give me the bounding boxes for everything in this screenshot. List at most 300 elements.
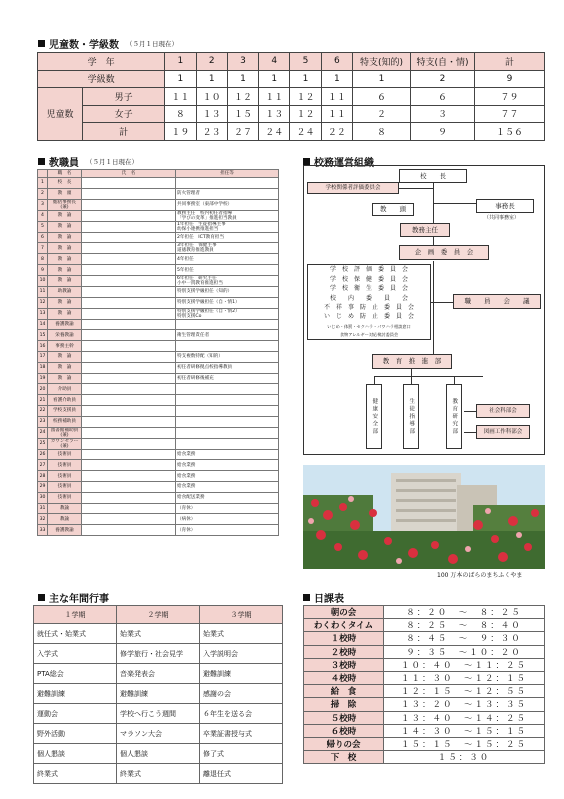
table-cell (176, 416, 279, 427)
table-cell (176, 405, 279, 416)
table-cell: 3 (38, 199, 48, 210)
table-row (38, 232, 279, 243)
table-cell (82, 416, 176, 427)
table-row (38, 319, 279, 330)
principal-label: 校 長 (420, 171, 446, 180)
table-header-cell: 4 (259, 53, 290, 71)
table-cell (82, 210, 176, 221)
table-cell: １１ (321, 88, 352, 106)
table-row (304, 698, 545, 711)
table-cell: 6年担任 研究主任 小中一貫教育推進担当 (176, 275, 279, 286)
period-time: ８：２５ ～ ８：４０ (384, 619, 545, 632)
table-cell: 野外活動 (34, 724, 117, 744)
table-row (38, 514, 279, 525)
annual-events-body (34, 606, 283, 784)
period-label: 掃 除 (304, 698, 384, 711)
table-cell: 衛生管理責任者 (176, 330, 279, 341)
table-cell: ８ (165, 105, 196, 123)
department-box (403, 384, 419, 449)
table-cell (82, 427, 176, 438)
table-cell: ６年生を送る会 (200, 704, 283, 724)
table-cell: ２３ (196, 123, 227, 141)
table-row (38, 330, 279, 341)
table-cell: 3年担任 保健主事 道徳教育推進教員 (176, 243, 279, 254)
committee-item: いじめ・体罰・セクハラ・パワハラ相談窓口 (327, 323, 411, 329)
table-cell: 9 (38, 265, 48, 276)
table-cell: 18 (38, 362, 48, 373)
committee-item: 学 校 評 価 委 員 会 (329, 266, 408, 274)
table-cell: 特別支援学級担任（知的） (176, 286, 279, 297)
row-header: 男子 (83, 88, 165, 106)
table-cell (82, 188, 176, 199)
table-cell: 養護教諭 (48, 319, 82, 330)
department-box (446, 384, 462, 449)
table-cell (82, 319, 176, 330)
table-header-row (38, 53, 545, 71)
connector-line (374, 376, 483, 377)
table-cell: 技術員 (48, 449, 82, 460)
roses-photo (303, 465, 545, 569)
table-cell: 2年担任 ICT教育担当 (176, 232, 279, 243)
table-cell (82, 395, 176, 406)
table-cell: 初任者研修拠点校指導教員 (176, 362, 279, 373)
table-cell (82, 254, 176, 265)
subcommittee-label: 図画工作科部会 (483, 428, 523, 435)
table-cell: 初任者研修後補充 (176, 373, 279, 384)
table-cell: （病休） (176, 514, 279, 525)
period-time: １４：３０ ～１５：１５ (384, 724, 545, 737)
table-cell (82, 373, 176, 384)
period-label: わくわくタイム (304, 619, 384, 632)
period-time: ９：３５ ～１０：２０ (384, 645, 545, 658)
section-title-staff (38, 154, 138, 169)
row-group-header: 児童数 (38, 88, 83, 141)
table-row (38, 105, 545, 123)
table-cell: 5 (38, 221, 48, 232)
section-title-text: 主な年間行事 (49, 594, 109, 605)
connector-line (398, 188, 433, 189)
table-cell (82, 460, 176, 471)
table-cell: ７７ (475, 105, 545, 123)
subcommittee-box (476, 404, 530, 418)
period-time: １３：２０ ～１３：３５ (384, 698, 545, 711)
table-row (38, 395, 279, 406)
table-cell: 28 (38, 471, 48, 482)
committee-item: 食物アレルギー対応検討委員会 (339, 331, 399, 337)
table-cell: 25 (38, 438, 48, 449)
committee-item: 不 祥 事 防 止 委 員 会 (323, 303, 414, 311)
period-label: ６校時 (304, 724, 384, 737)
table-cell: 1 (38, 178, 48, 189)
table-cell: 1 (290, 70, 321, 88)
table-cell: マラソン大会 (117, 724, 200, 744)
table-row (38, 351, 279, 362)
table-header-cell: １学期 (34, 606, 117, 624)
table-row (38, 297, 279, 308)
table-row (38, 362, 279, 373)
table-cell: ２ (353, 105, 411, 123)
connector-line (431, 302, 453, 303)
table-cell: 9 (475, 70, 545, 88)
planning-committee-label: 企 画 委 員 会 (414, 248, 474, 257)
table-cell: 終業式 (117, 764, 200, 784)
table-cell: 教諭 (48, 503, 82, 514)
table-cell: 卒業証書授与式 (200, 724, 283, 744)
vice-principal-label: 教 頭 (380, 205, 406, 214)
table-cell: 31 (38, 503, 48, 514)
table-row (304, 737, 545, 750)
table-row (38, 384, 279, 395)
table-cell: 技術員 (48, 471, 82, 482)
section-title-text: 児童数・学級数 (49, 40, 119, 51)
table-cell: 給食業務 (176, 449, 279, 460)
table-cell: 1 (196, 70, 227, 88)
table-header-cell: ２学期 (117, 606, 200, 624)
table-row (34, 764, 283, 784)
table-cell: 防火管理者 (176, 188, 279, 199)
table-cell: ２７ (227, 123, 258, 141)
table-row (304, 658, 545, 671)
period-label: １校時 (304, 632, 384, 645)
table-cell: 避難訓練 (117, 684, 200, 704)
org-chart (303, 165, 545, 455)
period-time: １３：４０ ～１４：２５ (384, 711, 545, 724)
table-cell (82, 438, 176, 449)
table-cell: 26 (38, 449, 48, 460)
table-row (38, 210, 279, 221)
row-header: 女子 (83, 105, 165, 123)
connector-line (433, 261, 434, 354)
square-bullet-icon (38, 158, 45, 165)
section-title-students (38, 36, 178, 51)
table-cell (82, 297, 176, 308)
period-label: ２校時 (304, 645, 384, 658)
table-row (38, 471, 279, 482)
table-header-cell: 特支(知的) (353, 53, 411, 71)
table-cell: 共同事務室（東部中学校） (176, 199, 279, 210)
table-row (304, 645, 545, 658)
table-header-cell: 氏 名 (82, 170, 176, 178)
section-title-text: 教職員 (49, 158, 79, 169)
table-cell (82, 243, 176, 254)
table-cell (82, 308, 176, 319)
table-header-cell: 担任等 (176, 170, 279, 178)
table-cell (82, 362, 176, 373)
table-cell: 17 (38, 351, 48, 362)
department-label: 健康安全部 (371, 397, 378, 436)
table-cell: 教 諭 (48, 351, 82, 362)
table-cell: 給食配送業務 (176, 492, 279, 503)
table-cell: 14 (38, 319, 48, 330)
table-cell: 27 (38, 460, 48, 471)
table-row (38, 70, 545, 88)
table-cell (176, 178, 279, 189)
table-cell: 校 長 (48, 178, 82, 189)
table-cell (82, 275, 176, 286)
table-cell: 技術員 (48, 460, 82, 471)
table-cell: ２４ (259, 123, 290, 141)
evaluation-committee-box (307, 182, 399, 194)
table-cell: 教 諭 (48, 210, 82, 221)
table-cell (82, 384, 176, 395)
connector-line (454, 376, 455, 384)
table-cell: 介助員 (48, 384, 82, 395)
table-row (38, 275, 279, 286)
table-cell: １５ (227, 105, 258, 123)
period-label: 朝の会 (304, 606, 384, 619)
square-bullet-icon (38, 40, 45, 47)
period-label: ５校時 (304, 711, 384, 724)
table-cell: 個人懇談 (34, 744, 117, 764)
table-cell (82, 232, 176, 243)
table-header-cell: 特支(自・情) (411, 53, 475, 71)
table-row (38, 405, 279, 416)
table-cell: 終業式 (34, 764, 117, 784)
period-time: １０：４０ ～１１：２５ (384, 658, 545, 671)
table-row (304, 606, 545, 619)
table-header-cell: 学 年 (38, 53, 165, 71)
office-manager-note: （共同事務室） (484, 215, 520, 221)
table-cell (82, 341, 176, 352)
section-subtitle: （５月１日現在） (86, 158, 138, 166)
table-cell: 避難訓練 (34, 684, 117, 704)
table-cell: 総括事務長(兼) (48, 199, 82, 210)
row-header: 学級数 (38, 70, 165, 88)
period-label: ４校時 (304, 671, 384, 684)
table-cell: 就任式・始業式 (34, 624, 117, 644)
table-row (38, 199, 279, 210)
period-label: 帰りの会 (304, 737, 384, 750)
table-cell: 11 (38, 286, 48, 297)
table-cell (82, 492, 176, 503)
table-cell (82, 351, 176, 362)
table-cell: 33 (38, 525, 48, 536)
table-cell: 教 諭 (48, 373, 82, 384)
table-row (38, 88, 545, 106)
connector-line (464, 411, 476, 412)
table-cell: 教 諭 (48, 297, 82, 308)
table-cell (82, 330, 176, 341)
period-time: １５：１５ ～１５：２５ (384, 737, 545, 750)
planning-committee-box (399, 245, 489, 260)
department-label: 生徒指導部 (408, 397, 415, 436)
table-row (38, 341, 279, 352)
table-cell: 2 (411, 70, 475, 88)
table-cell: 事務主幹 (48, 341, 82, 352)
table-cell: 16 (38, 341, 48, 352)
table-cell: 1 (165, 70, 196, 88)
table-header-cell (38, 170, 48, 178)
table-row (304, 619, 545, 632)
table-cell: ７９ (475, 88, 545, 106)
table-cell (82, 265, 176, 276)
table-cell (176, 427, 279, 438)
table-cell: １２ (290, 88, 321, 106)
period-time: ８：４５ ～ ９：３０ (384, 632, 545, 645)
table-cell: 1 (259, 70, 290, 88)
period-label: 給 食 (304, 685, 384, 698)
table-cell: 教 諭 (48, 362, 82, 373)
committee-item: 学 校 衛 生 委 員 会 (329, 285, 408, 293)
table-cell: 1 (321, 70, 352, 88)
table-cell: 5年担任 (176, 265, 279, 276)
table-cell: 給食業務 (176, 471, 279, 482)
table-row (38, 243, 279, 254)
table-cell: 離退任式 (200, 764, 283, 784)
table-cell: 入学説明会 (200, 644, 283, 664)
table-cell: 教 諭 (48, 221, 82, 232)
staff-meeting-label: 職 員 会 議 (464, 297, 530, 306)
table-cell: 教 諭 (48, 265, 82, 276)
table-header-cell: 計 (475, 53, 545, 71)
table-row (304, 711, 545, 724)
table-cell: 32 (38, 514, 48, 525)
table-cell: 4年担任 (176, 254, 279, 265)
period-time: １２：１５ ～１２：５５ (384, 685, 545, 698)
period-time: １１：３０ ～１２：１５ (384, 671, 545, 684)
table-cell: １３ (196, 105, 227, 123)
table-cell: ８ (353, 123, 411, 141)
table-cell: （育休） (176, 503, 279, 514)
table-cell (82, 449, 176, 460)
committee-item: い じ め 防 止 委 員 会 (323, 313, 414, 321)
committee-item: 校 内 委 員 会 (329, 294, 408, 302)
row-header: 計 (83, 123, 165, 141)
table-cell: ２４ (290, 123, 321, 141)
table-cell: １１ (259, 88, 290, 106)
principal-box (399, 169, 467, 183)
table-cell: ３ (411, 105, 475, 123)
table-cell: 感謝の会 (200, 684, 283, 704)
table-cell: 8 (38, 254, 48, 265)
table-cell: 30 (38, 492, 48, 503)
table-cell: １０ (196, 88, 227, 106)
table-cell: 教 諭 (48, 254, 82, 265)
connector-line (411, 369, 412, 384)
table-row (38, 188, 279, 199)
square-bullet-icon (38, 594, 45, 601)
period-time: ８：２０ ～ ８：２５ (384, 606, 545, 619)
section-title-text: 校務運営組織 (314, 158, 374, 169)
table-cell: 7 (38, 243, 48, 254)
section-title-schedule (303, 590, 344, 605)
daily-schedule-table (303, 605, 545, 764)
table-cell (82, 405, 176, 416)
table-row (38, 460, 279, 471)
table-row (38, 416, 279, 427)
table-cell: 栄養教諭 (48, 330, 82, 341)
table-cell: 4 (38, 210, 48, 221)
table-row (34, 684, 283, 704)
committee-item: 学 校 保 健 委 員 会 (329, 275, 408, 283)
table-cell: 教 諭 (48, 232, 82, 243)
education-promotion-label: 教 育 推 進 部 (382, 357, 442, 366)
daily-schedule-body (304, 606, 545, 764)
table-cell: 運動会 (34, 704, 117, 724)
academic-director-box (400, 223, 450, 237)
staff-table-body (38, 170, 279, 536)
table-row (34, 624, 283, 644)
vice-principal-box (372, 203, 414, 216)
table-cell: 修学旅行・社会見学 (117, 644, 200, 664)
period-label: ３校時 (304, 658, 384, 671)
table-cell: ９ (411, 123, 475, 141)
table-row (34, 704, 283, 724)
table-cell: 21 (38, 395, 48, 406)
table-cell: 10 (38, 275, 48, 286)
table-cell: 助教諭 (48, 286, 82, 297)
period-time: １５：３０ (384, 751, 545, 764)
table-cell (82, 471, 176, 482)
table-cell: １１ (165, 88, 196, 106)
table-cell: 給食業務 (176, 460, 279, 471)
department-label: 教育研究部 (451, 397, 458, 436)
table-cell (82, 199, 176, 210)
table-header-cell: 1 (165, 53, 196, 71)
table-cell: 学校支援員 (48, 405, 82, 416)
staff-meeting-box (453, 294, 541, 309)
table-row (38, 373, 279, 384)
table-row (38, 438, 279, 449)
table-cell: 看護介助員 (48, 395, 82, 406)
table-cell: 始業式 (200, 624, 283, 644)
subcommittee-label: 社会科部会 (489, 407, 517, 414)
table-cell: PTA総会 (34, 664, 117, 684)
table-cell (82, 525, 176, 536)
table-cell: （育休） (176, 525, 279, 536)
table-cell: 2 (38, 188, 48, 199)
square-bullet-icon (303, 158, 310, 165)
table-row (304, 751, 545, 764)
section-title-events (38, 590, 109, 605)
table-row (38, 286, 279, 297)
table-row (38, 178, 279, 189)
table-cell: 給食業務 (176, 481, 279, 492)
table-cell: 教 頭 (48, 188, 82, 199)
table-row (38, 492, 279, 503)
photo-caption: 100 万本のばらのまちふくやま (437, 572, 523, 579)
table-cell: 15 (38, 330, 48, 341)
table-cell: 特別支援学級担任（自・情1） (176, 297, 279, 308)
table-cell: 6 (38, 232, 48, 243)
table-row (38, 254, 279, 265)
table-row (34, 664, 283, 684)
table-cell (82, 503, 176, 514)
table-row (38, 308, 279, 319)
table-cell: 教務主任 校内初任者指導 「学びの変革」推進担当教員 (176, 210, 279, 221)
table-row (34, 744, 283, 764)
table-row (38, 221, 279, 232)
table-cell: 12 (38, 297, 48, 308)
student-count-table (37, 52, 545, 141)
square-bullet-icon (303, 594, 310, 601)
table-cell: 19 (38, 373, 48, 384)
table-cell: １５６ (475, 123, 545, 141)
table-cell: 13 (38, 308, 48, 319)
table-header-row (38, 170, 279, 178)
table-cell: １２ (290, 105, 321, 123)
table-cell: 20 (38, 384, 48, 395)
table-cell: ６ (353, 88, 411, 106)
table-cell (176, 341, 279, 352)
table-cell: 教 諭 (48, 275, 82, 286)
table-header-cell: 6 (321, 53, 352, 71)
table-cell: 1 (227, 70, 258, 88)
table-cell: 24 (38, 427, 48, 438)
table-cell (82, 514, 176, 525)
section-title-text: 日課表 (314, 594, 344, 605)
table-cell: 校務補助員 (48, 416, 82, 427)
